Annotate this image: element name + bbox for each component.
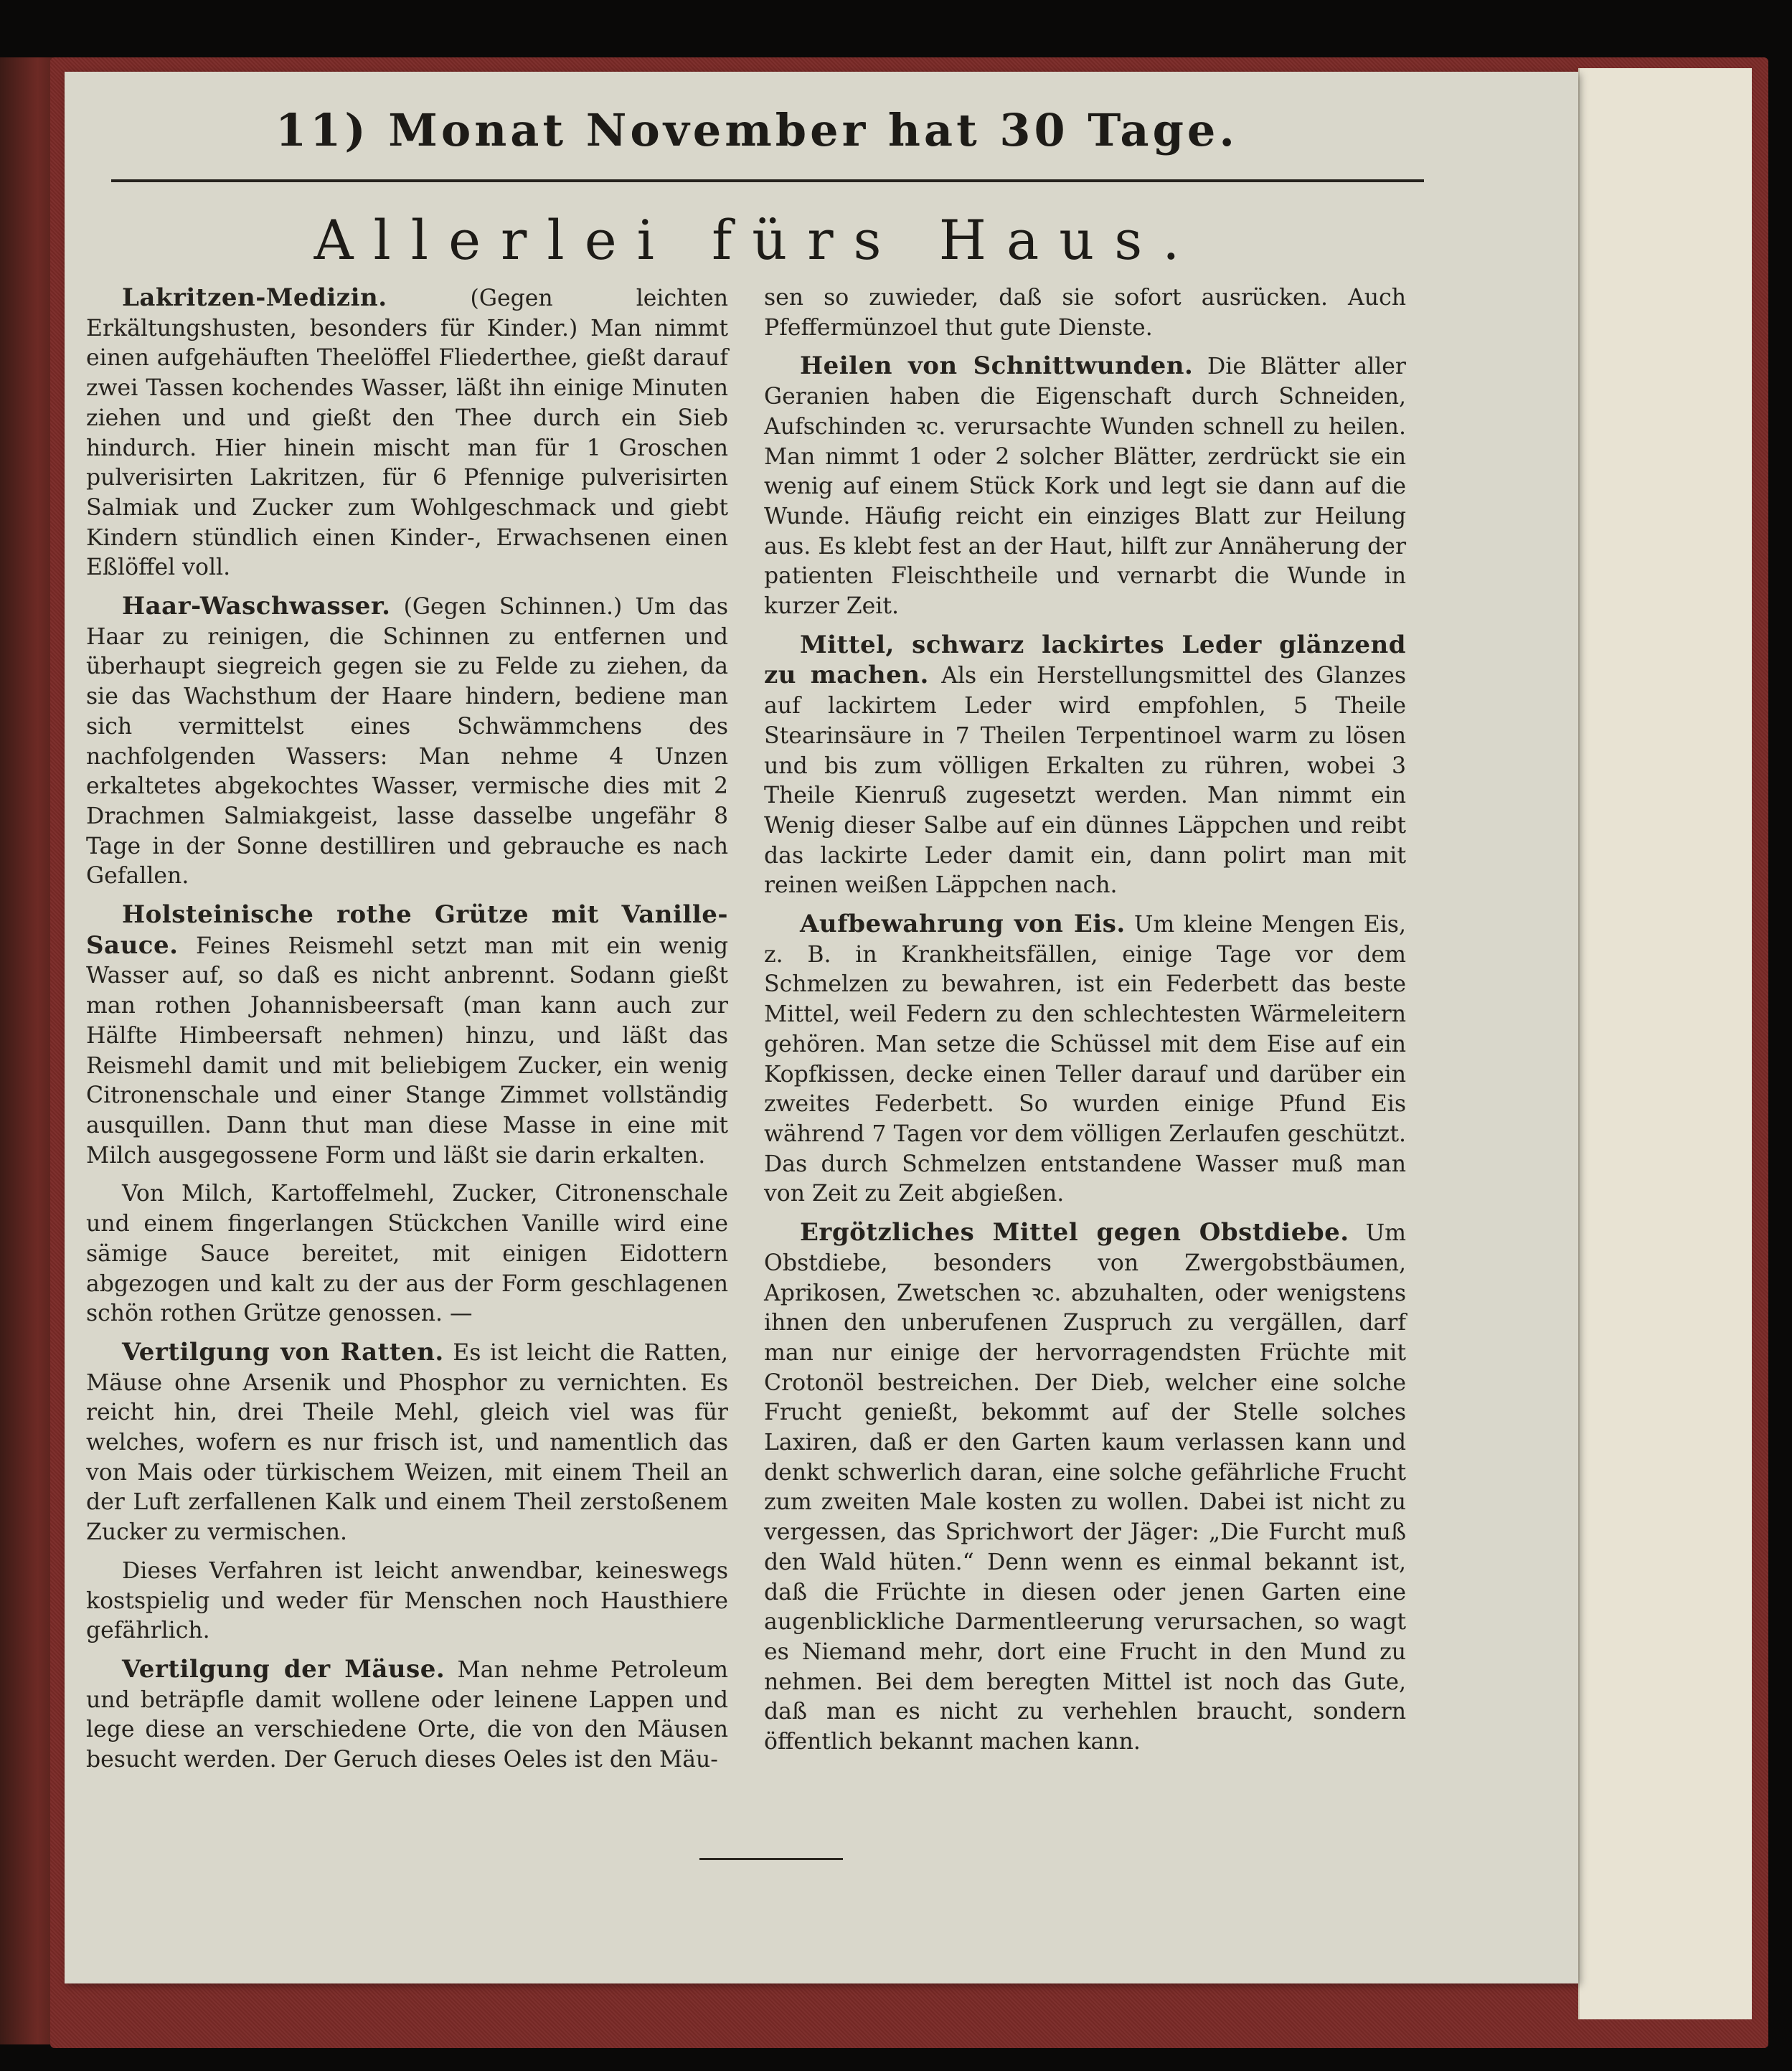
right-column <box>764 283 1406 1766</box>
article-eis <box>764 910 1406 1209</box>
article-text: Die Blätter aller Geranien haben die Eigenschaft durch Schneiden, Aufschinden ꝛc. verursachte Wunden schnell zu heilen. Man nimmt 1 oder 2 solcher Blätter, zerdrückt sie ein wenig auf einem Stück Kork und legt sie dann auf die Wunde. Häufig reicht ein einziges Blatt zur Heilung aus. Es klebt fest an der Haut, hilft zur Annäherung der patienten Fleischtheile und vernarbt die Wunde in kurzer Zeit. <box>764 354 1406 620</box>
left-column <box>86 283 728 1784</box>
article-heading: Haar-Waschwasser. <box>122 592 391 621</box>
article-heading: Ergötzliches Mittel gegen Obstdiebe. <box>800 1218 1349 1247</box>
article-text: Es ist leicht die Ratten, Mäuse ohne Arsenik und Phosphor zu vernichten. Es reicht hin, drei Theile Mehl, gleich viel was für welches, wofern es nur frisch ist, und namentlich das von Mais oder türkischem Weizen, mit einem Theil an der Luft zerfallenen Kalk und einem Theil zerstoßenem Zucker zu vermischen. <box>86 1339 728 1546</box>
article-heading: Lakritzen-Medizin. <box>122 283 387 312</box>
article-text-paragraph: Von Milch, Kartoffelmehl, Zucker, Citronenschale und einem fingerlangen Stückchen Vanille wird eine sämige Sauce bereitet, mit einigen Eidottern abgezogen und kalt zu der aus der Form geschlagenen schön rothen Grütze genossen. — <box>86 1181 728 1327</box>
article-schnittwunden <box>764 352 1406 621</box>
article-text: (Gegen Schinnen.) Um das Haar zu reinigen, die Schinnen zu entfernen und überhaupt siegreich gegen sie zu Felde zu ziehen, da sie das Wachsthum der Haare hindern, bediene man sich vermittelst eines Schwämmchens des nachfolgenden Wassers: Man nehme 4 Unzen erkaltetes abgekochtes Wasser, vermische dies mit 2 Drachmen Salmiakgeist, lasse dasselbe ungefähr 8 Tage in der Sonne destilliren und gebrauche es nach Gefallen. <box>86 594 728 890</box>
article-text-paragraph: Dieses Verfahren ist leicht anwendbar, keineswegs kostspielig und weder für Menschen noch Hausthiere gefährlich. <box>86 1557 728 1644</box>
article-ratten <box>86 1338 728 1548</box>
page-title: 11) Monat November hat 30 Tage. <box>275 104 1238 156</box>
section-title: Allerlei fürs Haus. <box>313 208 1200 272</box>
article-leder <box>764 631 1406 901</box>
article-heading: Vertilgung von Ratten. <box>122 1337 444 1367</box>
article-text: Um Obstdiebe, besonders von Zwergobstbäumen, Aprikosen, Zwetschen ꝛc. abzuhalten, oder wenigstens ihnen den unberufenen Zuspruch zu vergällen, darf man nur einige der hervorragendsten Früchte mit Crotonöl bestreichen. Der Dieb, welcher eine solche Frucht genießt, bekommt auf der Stelle solches Laxiren, daß er den Garten kaum verlassen kann und denkt schwerlich daran, eine solche gefährliche Frucht zum zweiten Male kosten zu wollen. Dabei ist nicht zu vergessen, das Sprichwort der Jäger: „Die Furcht muß den Wald hüten.“ Denn wenn es einmal bekannt ist, daß die Früchte in diesen oder jenen Garten eine augenblickliche Darmentleerung verursachen, so wagt es Niemand mehr, dort eine Frucht in den Mund zu nehmen. Bei dem beregten Mittel ist noch das Gute, daß man es nicht zu verhehlen braucht, sondern öffentlich bekannt machen kann. <box>764 1220 1407 1755</box>
article-heading: Aufbewahrung von Eis. <box>800 910 1126 939</box>
article-lakritzen <box>86 283 728 583</box>
article-maeuse <box>86 1655 728 1775</box>
article-rothe-gruetze <box>86 900 728 1171</box>
continuation-text: sen so zuwieder, daß sie sofort ausrücken. Auch Pfeffermünzoel thut gute Dienste. <box>764 285 1406 341</box>
article-heading: Mittel, schwarz lackirtes Leder glänzend zu machen. <box>764 630 1406 690</box>
article-text: Um kleine Mengen Eis, z. B. in Krankheitsfällen, einige Tage vor dem Schmelzen zu bewahren, ist ein Federbett das beste Mittel, weil Federn zu den schlechtesten Wärmeleitern gehören. Man setze die Schüssel mit dem Eise auf ein Kopfkissen, decke einen Teller darauf und darüber ein zweites Federbett. So wurden einige Pfund Eis während 7 Tagen vor dem völligen Zerlaufen geschützt. Das durch Schmelzen entstandene Wasser muß man von Zeit zu Zeit abgießen. <box>764 912 1406 1207</box>
article-obstdiebe <box>764 1218 1406 1758</box>
endpaper <box>1578 68 1752 2019</box>
header-rule <box>111 179 1424 182</box>
footer-rule <box>699 1858 843 1860</box>
article-text: Man nehme Petroleum und beträpfle damit wollene oder leinene Lappen und lege diese an verschiedene Orte, die von den Mäusen besucht werden. Der Geruch dieses Oeles ist den Mäu- <box>86 1656 728 1773</box>
article-heading: Vertilgung der Mäuse. <box>122 1654 445 1684</box>
article-text: (Gegen leichten Erkältungshusten, besonders für Kinder.) Man nimmt einen aufgehäuften Theelöffel Fliederthee, gießt darauf zwei Tassen kochendes Wasser, läßt ihn einige Minuten ziehen und und gießt den Thee durch ein Sieb hindurch. Hier hinein mischt man für 1 Groschen pulverisirten Lakritzen, für 6 Pfennige pulverisirten Salmiak und Zucker zum Wohlgeschmack und giebt Kindern stündlich einen Kinder-, Erwachsenen einen Eßlöffel voll. <box>86 286 728 581</box>
article-text: Feines Reismehl setzt man mit ein wenig Wasser auf, so daß es nicht anbrennt. Sodann gießt man rothen Johannisbeersaft (man kann auch zur Hälfte Himbeersaft nehmen) hinzu, und läßt das Reismehl damit und mit beliebigem Zucker, ein wenig Citronenschale und einer Stange Zimmet vollständig ausquillen. Dann thut man diese Masse in eine mit Milch ausgegossene Form und läßt sie darin erkalten. <box>86 933 728 1169</box>
article-text: Als ein Herstellungsmittel des Glanzes auf lackirtem Leder wird empfohlen, 5 Theile Stearinsäure in 7 Theilen Terpentinoel warm zu lösen und bis zum völligen Erkalten zu rühren, wobei 3 Theile Kienruß zugesetzt werden. Man nimmt ein Wenig dieser Salbe auf ein dünnes Läppchen und reibt das lackirte Leder damit ein, dann polirt man mit reinen weißen Läppchen nach. <box>764 663 1407 899</box>
article-heading: Holsteinische rothe Grütze mit Vanille-Sauce. <box>86 900 728 960</box>
article-haar-waschwasser <box>86 592 728 892</box>
article-heading: Heilen von Schnittwunden. <box>800 352 1194 381</box>
